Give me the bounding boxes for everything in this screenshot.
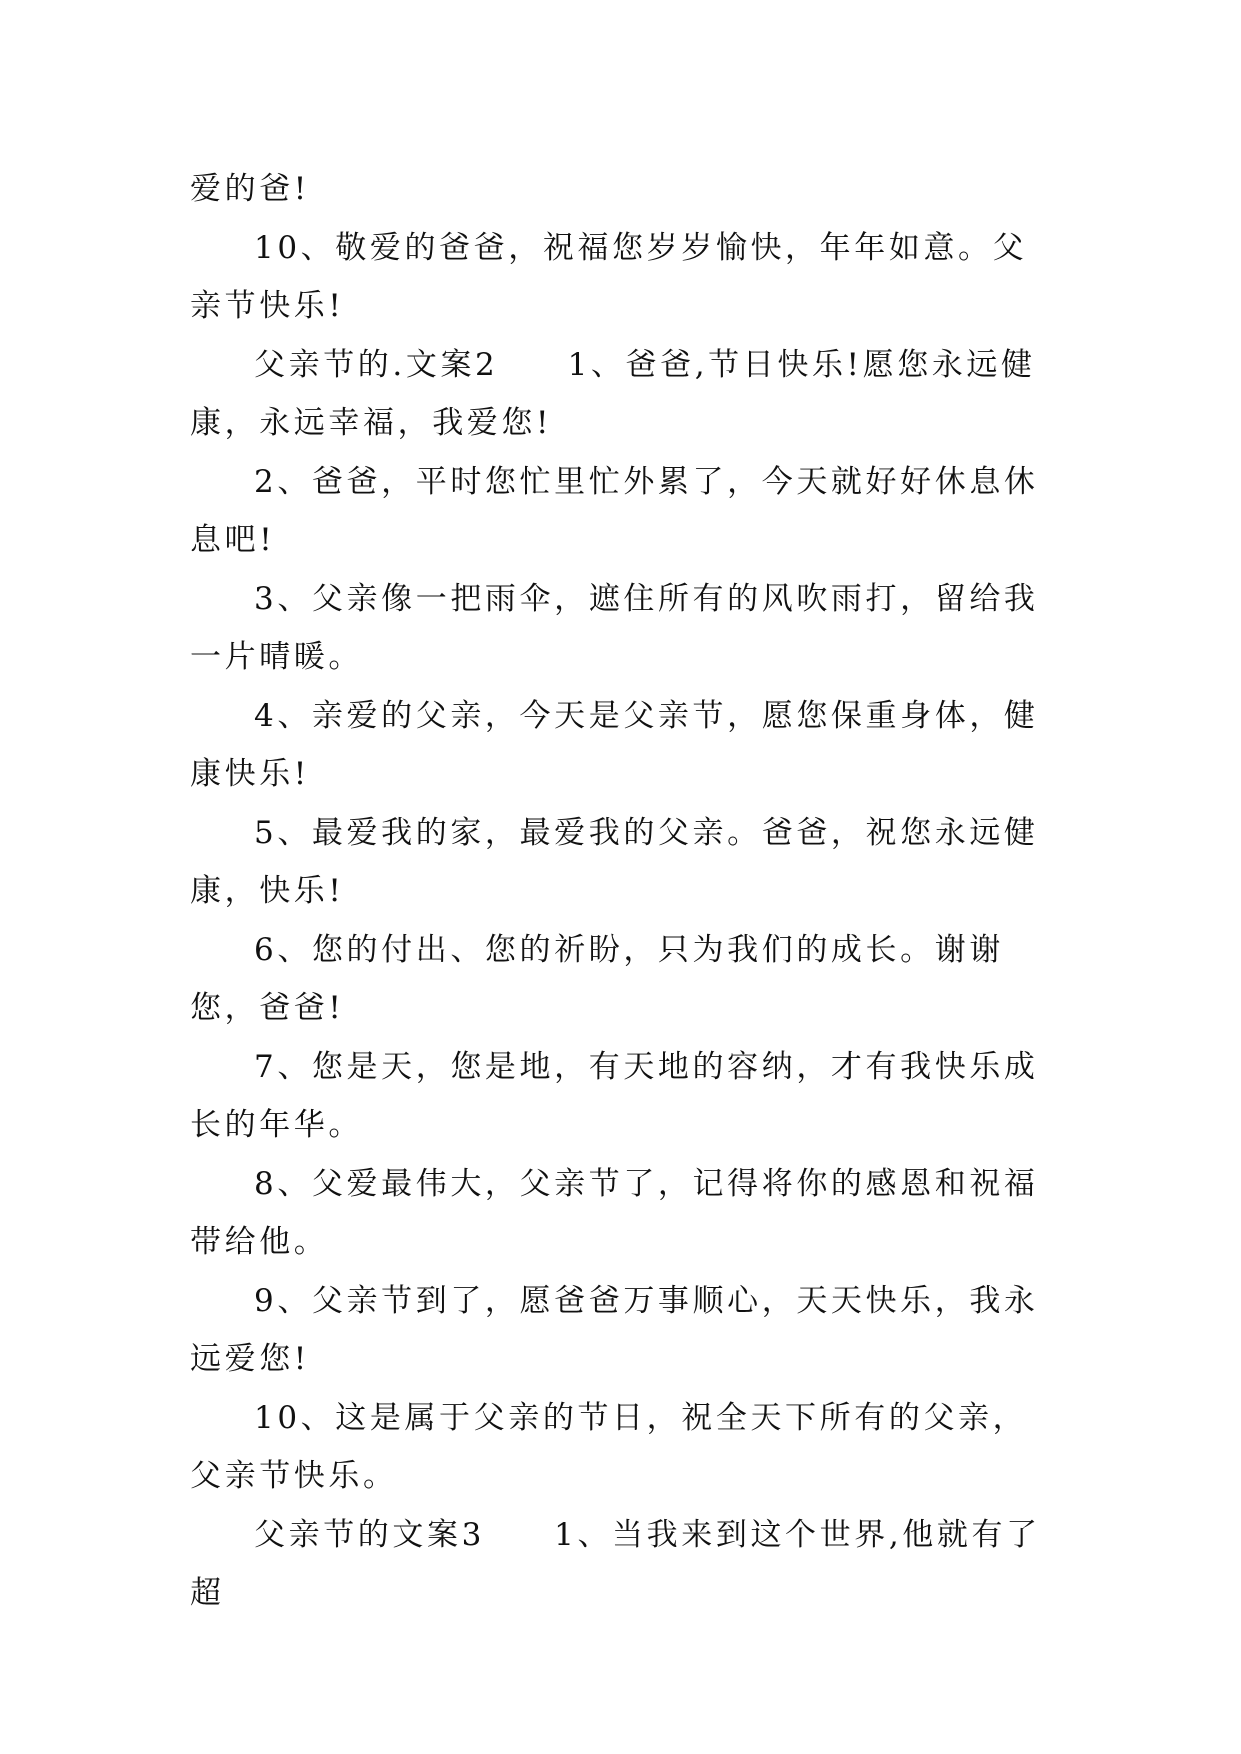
paragraph-item-3: 3、父亲像一把雨伞，遮住所有的风吹雨打，留给我一片晴暖。 <box>190 580 1039 675</box>
paragraph-item-8: 8、父爱最伟大，父亲节了，记得将你的感恩和祝福带给他。 <box>190 1165 1039 1260</box>
paragraph-item-5: 5、最爱我的家，最爱我的父亲。爸爸，祝您永远健康，快乐! <box>190 814 1039 909</box>
paragraph-item-4: 4、亲爱的父亲，今天是父亲节，愿您保重身体，健康快乐! <box>190 697 1039 792</box>
paragraph-item-2: 2、爸爸，平时您忙里忙外累了，今天就好好休息休息吧! <box>190 463 1039 558</box>
paragraph-section-3-start: 父亲节的文案3 1、当我来到这个世界,他就有了超 <box>190 1516 1041 1611</box>
paragraph-item-10-second-list: 10、这是属于父亲的节日，祝全天下所有的父亲，父亲节快乐。 <box>190 1399 1028 1494</box>
paragraph-item-7: 7、您是天，您是地，有天地的容纳，才有我快乐成长的年华。 <box>190 1048 1039 1143</box>
paragraph-continuation: 爱的爸! <box>190 171 310 207</box>
paragraph-section-2-start: 父亲节的.文案2 1、爸爸,节日快乐!愿您永远健康，永远幸福，我爱您! <box>190 346 1036 441</box>
paragraph-item-10-first-list: 10、敬爱的爸爸，祝福您岁岁愉快，年年如意。父亲节快乐! <box>190 229 1028 324</box>
paragraph-item-9: 9、父亲节到了，愿爸爸万事顺心，天天快乐，我永远爱您! <box>190 1282 1039 1377</box>
paragraph-item-6: 6、您的付出、您的祈盼，只为我们的成长。谢谢您，爸爸! <box>190 931 1004 1026</box>
document-body <box>190 160 1060 1623</box>
